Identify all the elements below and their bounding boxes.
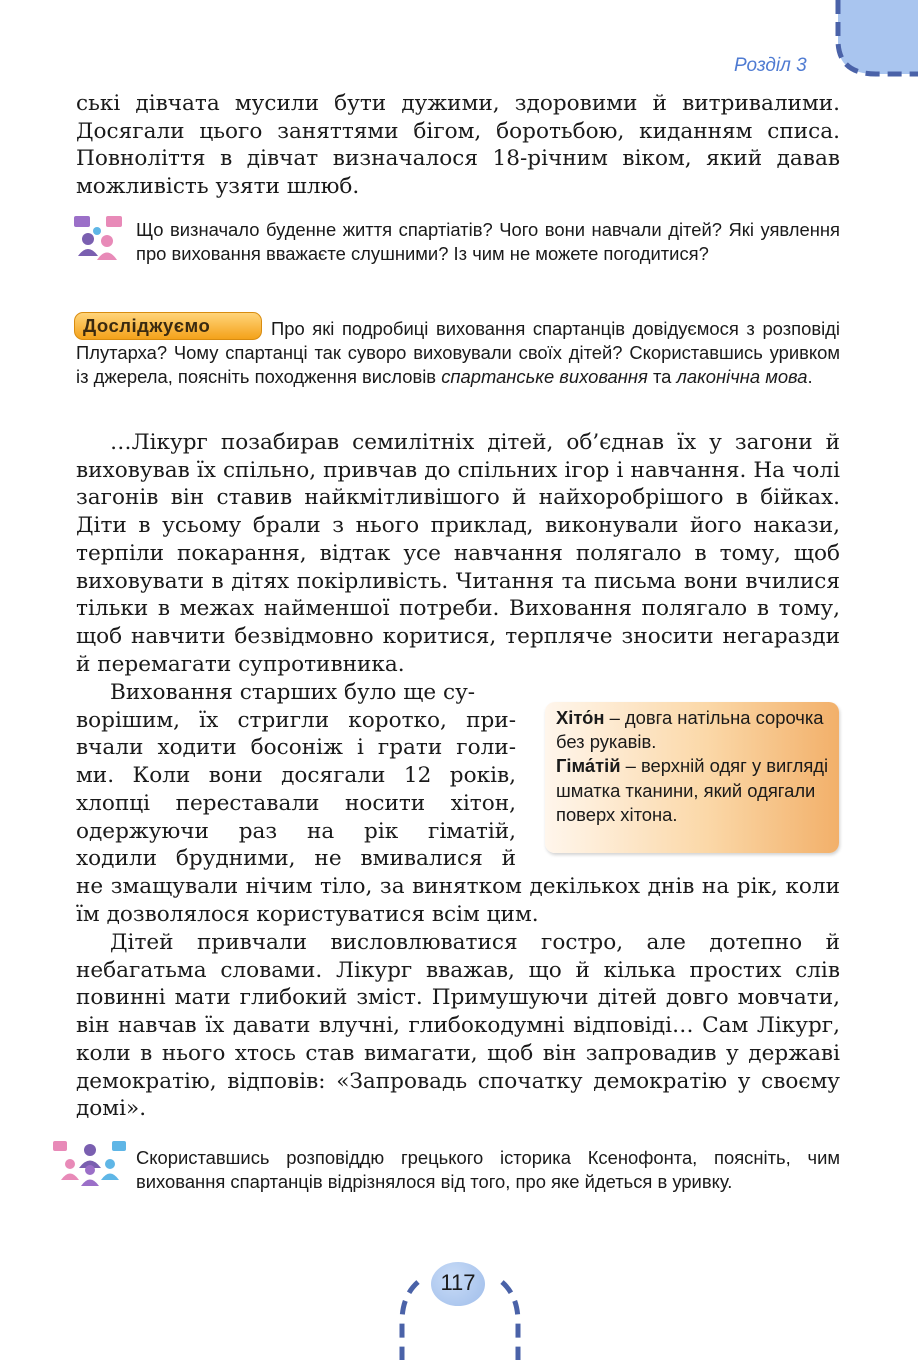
narrow-line-7: ходили брудними, не вмивалися й [76, 846, 516, 872]
intro-paragraph: ські дівчата мусили бути дужими, здоровими й витривалими. Досягали цього заняттями бігом, боротьбою, киданням списа. Повноліття в дівчат визначалося 18-річним віком, який давав можливість узяти шлюб. [76, 91, 840, 200]
discussion-people-icon [73, 214, 125, 262]
narrow-line-5: хлопці переставали носити хітон, [76, 790, 516, 816]
source-paragraph-2-narrow [76, 679, 516, 873]
glossary-def-himation: – верхній одяг у вигляді шматка тканини, який одягали поверх хітона. [556, 755, 829, 825]
glossary-term-himation: Гіма́тій [556, 755, 621, 777]
narrow-line-1: Виховання старших було ще су- [110, 680, 476, 705]
source-paragraph-2-end: не змащували нічим тіло, за винятком декількох днів на рік, коли їм дозволялося користуватися всім цим. [76, 874, 840, 927]
group-discussion-icon [52, 1138, 130, 1188]
source-paragraph-1: …Лікург позабирав семилітніх дітей, об’єднав їх у загони й виховував їх спільно, привчав до спільних ігор і навчання. На чолі загонів він ставив найкмітливішого й найхоробрішого в бійках. Діти в усьому брали з нього приклад, виконували його накази, терпіли покарання, відтак усе навчання полягало в тому, щоб виховувати в дітях покірливість. Читання та письма вони вчилися тільки в межах найменшої потреби. Виховання полягало в тому, щоб навчити безвідмовно коритися, терпляче зносити негаразди й перемагати супротивника. [76, 430, 840, 677]
narrow-line-6: одержуючи раз на рік гіматій, [76, 818, 516, 844]
question-1-text: Що визначало буденне життя спартіатів? Чого вони навчали дітей? Які уявлення про виховання вважаєте слушними? Із чим не можете погодитися? [136, 219, 840, 265]
narrow-line-3: вчали ходити босоніж і грати голи- [76, 735, 516, 761]
section-label: Розділ 3 [734, 55, 807, 76]
page-number: 117 [440, 1270, 476, 1295]
glossary-term-chiton: Хіто́н [556, 707, 605, 728]
term-laconic-speech: лаконічна мова [676, 366, 808, 388]
glossary-def-chiton: – довга натільна сорочка без рукавів. [556, 707, 824, 753]
source-paragraph-3: Дітей привчали висловлюватися гостро, але дотепно й небагатьма словами. Лікург вважав, що й кілька простих слів повинні мати глибокий зміст. Примушуючи дітей довго мовчати, він навчав їх давати влучні, глибокодумні відповіді… Сам Лікург, коли в нього хтось став вимагати, щоб він запровадив у державі демократію, відповів: «Запровадь спочатку демократію у своєму домі». [76, 930, 840, 1122]
narrow-line-4: ми. Коли вони досягали 12 років, [76, 763, 516, 789]
narrow-line-2: ворішим, їх стригли коротко, при- [76, 707, 516, 733]
glossary-box [545, 702, 839, 853]
term-spartan-education: спартанське виховання [441, 366, 648, 388]
research-text: Про які подробиці виховання спартанців довідуємося з розповіді Плутарха? Чому спартанці так суворо виховували своїх дітей? Скориставшись уривком із джерела, поясніть походження висловів спартанське виховання та лаконічна мова. [76, 318, 840, 388]
question-2-text: Скориставшись розповіддю грецького історика Ксенофонта, поясніть, чим виховання спартанців відрізнялося від того, про яке йдеться в уривку. [136, 1147, 840, 1193]
research-badge: Досліджуємо [74, 312, 262, 340]
